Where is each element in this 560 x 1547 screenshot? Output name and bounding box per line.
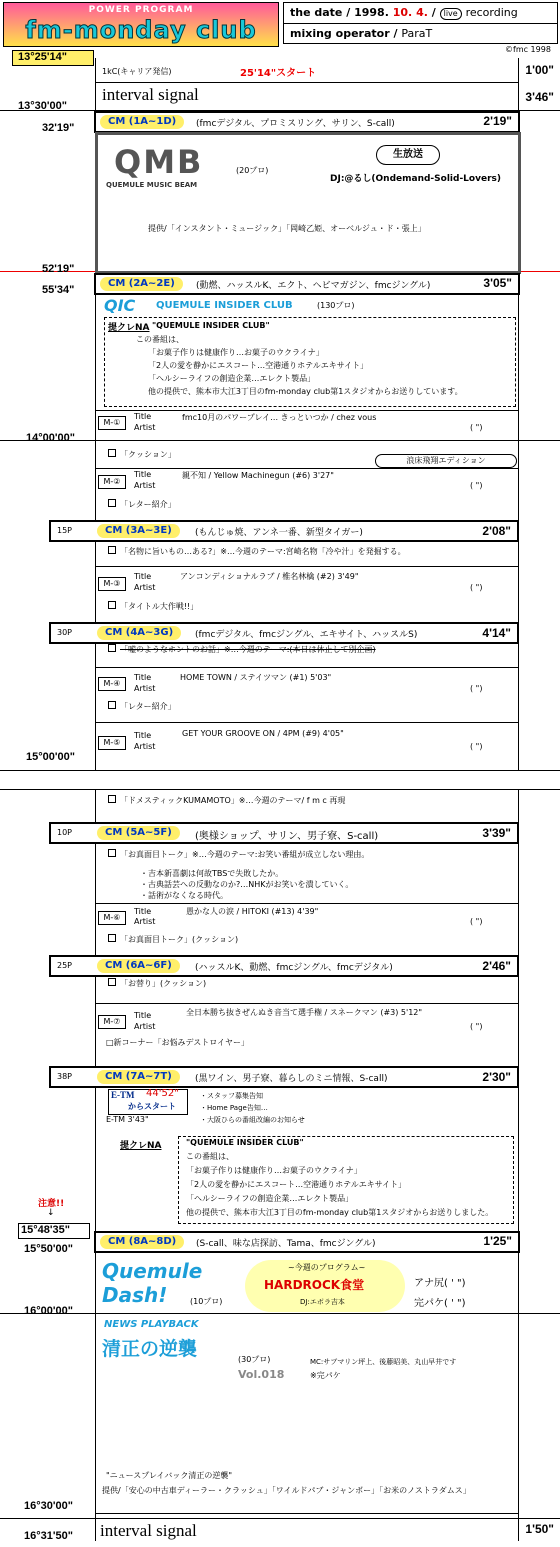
qic-na-label: 提クレNA bbox=[108, 323, 150, 333]
divider-1600 bbox=[0, 1313, 560, 1314]
cm-duration-6: 2'46" bbox=[482, 959, 511, 973]
m7-timing: ( ") bbox=[470, 1022, 483, 1031]
cm-sponsors-1: (fmcデジタル、プロミスリング、サリン、S-call) bbox=[196, 119, 395, 129]
cm-tag-4: CM (4A~3G) bbox=[97, 626, 181, 640]
cm-tag-1: CM (1A~1D) bbox=[100, 115, 184, 129]
m6-title: 愚かな人の涙 / HITOKI (#13) 4'39" bbox=[186, 907, 319, 916]
divider-m3 bbox=[95, 566, 518, 567]
qmb-pro: (20プロ) bbox=[236, 166, 269, 175]
qic2-line-2: 「お菓子作りは健康作り…お菓子のウクライナ」 bbox=[186, 1166, 362, 1175]
qmb-block bbox=[95, 132, 521, 274]
live-badge: live bbox=[440, 8, 462, 20]
qic-title: QUEMULE INSIDER CLUB bbox=[156, 300, 293, 311]
cm-block-1 bbox=[94, 111, 520, 133]
m5-timing: ( ") bbox=[470, 742, 483, 751]
etm-duration: E-TM 3'43" bbox=[106, 1115, 149, 1124]
time-5219: 52'19" bbox=[42, 263, 75, 275]
divider-m6 bbox=[95, 903, 518, 904]
cm-duration-7: 2'30" bbox=[482, 1070, 511, 1084]
cm-duration-2: 3'05" bbox=[483, 276, 512, 290]
special-edition-badge: 浪床飛翔エディション bbox=[375, 454, 517, 468]
date-month: 10. bbox=[392, 6, 413, 19]
date-day: 4. bbox=[416, 6, 428, 19]
qic-logo: QIC bbox=[104, 296, 136, 315]
qmb-sponsor: 提供/「インスタント・ミュージック」「岡崎乙姫、オーベルジュ・ド・張上」 bbox=[148, 224, 426, 233]
dash-logo-1: Quemule bbox=[102, 1259, 203, 1283]
m1-artist-label: Artist bbox=[134, 423, 156, 432]
logo-title: fm-monday club bbox=[25, 16, 257, 44]
qic2-line-0: "QUEMULE INSIDER CLUB" bbox=[186, 1138, 304, 1147]
divider-end bbox=[95, 1513, 518, 1514]
cm-tag-2: CM (2A~2E) bbox=[100, 277, 183, 291]
meibutsu-corner: 「名物に旨いもの…ある?」※…今週のテーマ:宮崎名物「冷や汁」を発掘する。 bbox=[108, 546, 406, 557]
new-corner: □新コーナー「お悩みデストロイヤー」 bbox=[106, 1038, 249, 1047]
cm-tag-6: CM (6A~6F) bbox=[97, 959, 180, 973]
divider-m7 bbox=[95, 1003, 518, 1004]
cm-sponsors-8: (S-call、味な店探訪、Tama、fmcジングル) bbox=[196, 1239, 376, 1249]
operator-name: ParaT bbox=[401, 27, 433, 40]
dash-pro: (10プロ) bbox=[190, 1297, 223, 1306]
operator-row: mixing operator / ParaT bbox=[284, 23, 557, 44]
majime-point-3: ・話術がなくなる時代。 bbox=[140, 891, 228, 900]
m2-title: 親不知 / Yellow Machinegun (#6) 3'27" bbox=[182, 471, 334, 480]
qic-line-0: "QUEMULE INSIDER CLUB" bbox=[152, 321, 270, 330]
news-pro: (30プロ) bbox=[238, 1355, 271, 1364]
cm-position-3: 15P bbox=[57, 526, 73, 535]
m3-title: アンコンディショナルラブ / 椎名林檎 (#2) 3'49" bbox=[180, 572, 359, 581]
qic-line-1: この番組は、 bbox=[136, 335, 184, 344]
divider-m5 bbox=[95, 722, 518, 723]
cm-duration-4: 4'14" bbox=[482, 626, 511, 640]
cm-position-6: 25P bbox=[57, 961, 73, 970]
arrow-down-icon: ↓ bbox=[47, 1208, 55, 1218]
recording-label: recording bbox=[465, 6, 518, 19]
header-info bbox=[283, 2, 558, 44]
divider-m1 bbox=[95, 410, 518, 411]
carrier-label: 1kC(キャリア発信) bbox=[102, 67, 172, 76]
m7-mark: M-⑦ bbox=[98, 1015, 126, 1029]
etm-note-1: ・スタッフ募集告知 bbox=[200, 1092, 263, 1100]
date-year: 1998. bbox=[354, 6, 389, 19]
qic-line-5: 他の提供で、熊本市大江3丁目のfm-monday club第1スタジオからお送りしています。 bbox=[148, 387, 463, 396]
logo-subtitle: POWER PROGRAM bbox=[88, 5, 194, 15]
hardrock-program-label: ~今週のプログラム~ bbox=[288, 1263, 366, 1272]
live-broadcast-badge: 生放送 bbox=[376, 145, 440, 165]
m1-title: fmc10月のパワープレイ… きっといつか / chez vous bbox=[182, 413, 377, 422]
copyright: ©fmc 1998 bbox=[505, 45, 551, 54]
qic2-na-label: 提クレNA bbox=[120, 1141, 162, 1151]
letter-1: 「レター紹介」 bbox=[108, 499, 176, 510]
time-1630: 16°30'00" bbox=[24, 1500, 73, 1512]
qic-line-4: 「ヘルシーライフの創造企業…エレクト製品」 bbox=[148, 374, 316, 383]
title-kikaku: 「タイトル大作戦!!」 bbox=[108, 601, 198, 612]
divider-1630 bbox=[0, 1518, 560, 1519]
time-1631: 16°31'50" bbox=[24, 1530, 73, 1542]
news-vol: Vol.018 bbox=[238, 1368, 285, 1381]
etm-note-3: ・大阪ひらの番組改編のお知らせ bbox=[200, 1116, 305, 1124]
m3-artist-label: Artist bbox=[134, 583, 156, 592]
cm-tag-3: CM (3A~3E) bbox=[97, 524, 180, 538]
cm-block-6 bbox=[49, 955, 519, 977]
m5-title: GET YOUR GROOVE ON / 4PM (#9) 4'05" bbox=[182, 729, 344, 738]
start-note: 25'14"スタート bbox=[240, 68, 317, 79]
m3-title-label: Title bbox=[134, 572, 152, 581]
date-label: the date bbox=[290, 6, 343, 19]
news-mc: MC:サブマリン坪上、後藤昭美、丸山早井です bbox=[310, 1358, 457, 1366]
m7-artist-label: Artist bbox=[134, 1022, 156, 1031]
divider-1500 bbox=[0, 770, 560, 771]
letter-2: 「レター紹介」 bbox=[108, 701, 176, 712]
operator-label: mixing operator bbox=[290, 27, 390, 40]
cm-position-7: 38P bbox=[57, 1072, 73, 1081]
news-footer-2: 提供/「安心の中古車ディーラー・クラッシュ」「ワイルドパブ・ジャンボー」「お米のノストラダムス」 bbox=[102, 1486, 471, 1495]
cm-tag-7: CM (7A~7T) bbox=[97, 1070, 180, 1084]
m5-title-label: Title bbox=[134, 731, 152, 740]
m7-title: 全日本勝ち抜きぜんぬき音当て選手権 / スネークマン (#3) 5'12" bbox=[186, 1008, 423, 1017]
m4-timing: ( ") bbox=[470, 684, 483, 693]
etm-note-2: ・Home Page告知… bbox=[200, 1104, 268, 1112]
majime-point-1: ・吉本新喜劇は何故TBSで失敗したか。 bbox=[140, 869, 284, 878]
m7-title-label: Title bbox=[134, 1011, 152, 1020]
divider-1400 bbox=[0, 440, 560, 441]
program-logo bbox=[3, 2, 279, 47]
etm-start: からスタート bbox=[128, 1102, 176, 1111]
m6-timing: ( ") bbox=[470, 917, 483, 926]
time-1330: 13°30'00" bbox=[18, 100, 67, 112]
cm-sponsors-7: (黒ワイン、男子寮、暮らしのミニ情報、S-call) bbox=[195, 1074, 388, 1084]
cm-tag-8: CM (8A~8D) bbox=[100, 1235, 184, 1249]
time-1500: 15°00'00" bbox=[26, 751, 75, 763]
m2-artist-label: Artist bbox=[134, 481, 156, 490]
m4-artist-label: Artist bbox=[134, 684, 156, 693]
m6-title-label: Title bbox=[134, 907, 152, 916]
majime-point-2: ・古典話芸への反動なのか?…NHKがお笑いを潰していく。 bbox=[140, 880, 354, 889]
m2-title-label: Title bbox=[134, 470, 152, 479]
qmb-logo: QMB bbox=[114, 143, 204, 181]
usono-corner: 「嘘のようなホントのお話」※…今週のテーマ:(本日は休止して別企画) bbox=[108, 644, 376, 655]
m1-mark: M-① bbox=[98, 416, 126, 430]
dash-logo-2: Dash! bbox=[102, 1283, 168, 1307]
qmb-dj: DJ:@るし(Ondemand-Solid-Lovers) bbox=[330, 174, 501, 184]
qic-line-2: 「お菓子作りは健康作り…お菓子のウクライナ」 bbox=[148, 348, 324, 357]
time-start: 13°25'14" bbox=[18, 51, 67, 63]
cm-duration-8: 1'25" bbox=[483, 1234, 512, 1248]
qmb-subtitle: QUEMULE MUSIC BEAM bbox=[106, 181, 198, 189]
attention-label: 注意!! bbox=[38, 1199, 65, 1209]
dash-kanpake: 完パケ( ' ") bbox=[414, 1298, 466, 1309]
news-title: 清正の逆襲 bbox=[102, 1338, 198, 1360]
m3-mark: M-③ bbox=[98, 577, 126, 591]
interval-duration-2: 1'50" bbox=[525, 1522, 554, 1536]
page-break bbox=[0, 789, 560, 790]
domestic-corner: 「ドメスティックKUMAMOTO」※…今週のテーマ/ f m c 再現 bbox=[108, 795, 345, 806]
majime-cushion: 「お真面目トーク」(クッション) bbox=[108, 934, 238, 945]
cm-position-4: 30P bbox=[57, 628, 73, 637]
cushion-1: 「クッション」 bbox=[108, 449, 176, 460]
cm-block-3 bbox=[49, 520, 519, 542]
divider-m2 bbox=[95, 468, 518, 469]
carrier-duration: 1'00" bbox=[525, 63, 554, 77]
cm-block-2 bbox=[94, 273, 520, 295]
cm-sponsors-6: (ハッスルK、動燃、fmcジングル、fmcデジタル) bbox=[195, 963, 393, 973]
m1-title-label: Title bbox=[134, 412, 152, 421]
date-row: the date / 1998. 10. 4. / live recording bbox=[290, 6, 518, 19]
qic-line-3: 「2人の愛を静かにエスコート…空港通りホテルエキサイト」 bbox=[148, 361, 369, 370]
m4-title-label: Title bbox=[134, 673, 152, 682]
cm-duration-3: 2'08" bbox=[482, 524, 511, 538]
qic-pro: (130プロ) bbox=[317, 301, 355, 310]
cm-sponsors-3: (もんじゅ焼、アンネ一番、新型タイガー) bbox=[195, 528, 363, 538]
cm-block-8 bbox=[94, 1231, 520, 1253]
qic2-line-1: この番組は、 bbox=[186, 1152, 234, 1161]
interval-signal-1: interval signal bbox=[102, 85, 199, 104]
m2-mark: M-② bbox=[98, 475, 126, 489]
time-3219: 32'19" bbox=[42, 122, 75, 134]
divider-m4 bbox=[95, 667, 518, 668]
interval-duration-1: 3'46" bbox=[525, 90, 554, 104]
dash-ana: アナ尻( ' ") bbox=[414, 1278, 466, 1289]
qic2-line-3: 「2人の愛を静かにエスコート…空港通りホテルエキサイト」 bbox=[186, 1180, 407, 1189]
hardrock-dj: DJ:エボラ吉本 bbox=[300, 1298, 345, 1306]
okawari-corner: 「お替り」(クッション) bbox=[108, 978, 206, 989]
cm-block-4 bbox=[49, 622, 519, 644]
qic2-line-4: 「ヘルシーライフの創造企業…エレクト製品」 bbox=[186, 1194, 354, 1203]
cm-duration-5: 3'39" bbox=[482, 826, 511, 840]
interval-signal-2: interval signal bbox=[100, 1521, 197, 1540]
cm-block-5 bbox=[49, 822, 519, 844]
cm-sponsors-5: (奥様ショップ、サリン、男子寮、S-call) bbox=[195, 831, 379, 842]
qic2-line-5: 他の提供で、熊本市大江3丁目のfm-monday club第1スタジオからお送りしました。 bbox=[186, 1208, 494, 1217]
rail-right-2 bbox=[518, 790, 519, 1541]
news-footer-1: "ニュースプレイバック清正の逆襲" bbox=[106, 1471, 233, 1480]
m2-timing: ( ") bbox=[470, 481, 483, 490]
cm-block-7 bbox=[49, 1066, 519, 1088]
time-1600: 16°00'00" bbox=[24, 1305, 73, 1317]
etm-label: E-TM bbox=[111, 1090, 135, 1100]
m6-mark: M-⑥ bbox=[98, 911, 126, 925]
m3-timing: ( ") bbox=[470, 583, 483, 592]
news-kanpake: ※完パケ bbox=[310, 1371, 341, 1380]
cm-tag-5: CM (5A~5F) bbox=[97, 826, 180, 840]
m1-timing: ( ") bbox=[470, 423, 483, 432]
m5-artist-label: Artist bbox=[134, 742, 156, 751]
time-1550: 15°50'00" bbox=[24, 1243, 73, 1255]
hardrock-title: HARDROCK食堂 bbox=[264, 1278, 365, 1292]
m4-title: HOME TOWN / ステイツマン (#1) 5'03" bbox=[180, 673, 332, 682]
m4-mark: M-④ bbox=[98, 677, 126, 691]
time-1400: 14°00'00" bbox=[26, 432, 75, 444]
majime-corner: 「お真面目トーク」※…今週のテーマ:お笑い番組が成立しない理由。 bbox=[108, 849, 369, 860]
m5-mark: M-⑤ bbox=[98, 736, 126, 750]
cm-sponsors-2: (動燃、ハッスルK、エクト、ヘビマガジン、fmcジングル) bbox=[196, 281, 431, 291]
divider-a bbox=[95, 82, 518, 83]
news-kicker: NEWS PLAYBACK bbox=[104, 1319, 199, 1330]
etm-time: 44'52" bbox=[146, 1088, 179, 1099]
time-154835: 15°48'35" bbox=[21, 1224, 70, 1236]
cm-sponsors-4: (fmcデジタル、fmcジングル、エキサイト、ハッスルS) bbox=[195, 630, 418, 640]
m6-artist-label: Artist bbox=[134, 917, 156, 926]
time-5534: 55'34" bbox=[42, 284, 75, 296]
cm-duration-1: 2'19" bbox=[483, 114, 512, 128]
cm-position-5: 10P bbox=[57, 828, 73, 837]
